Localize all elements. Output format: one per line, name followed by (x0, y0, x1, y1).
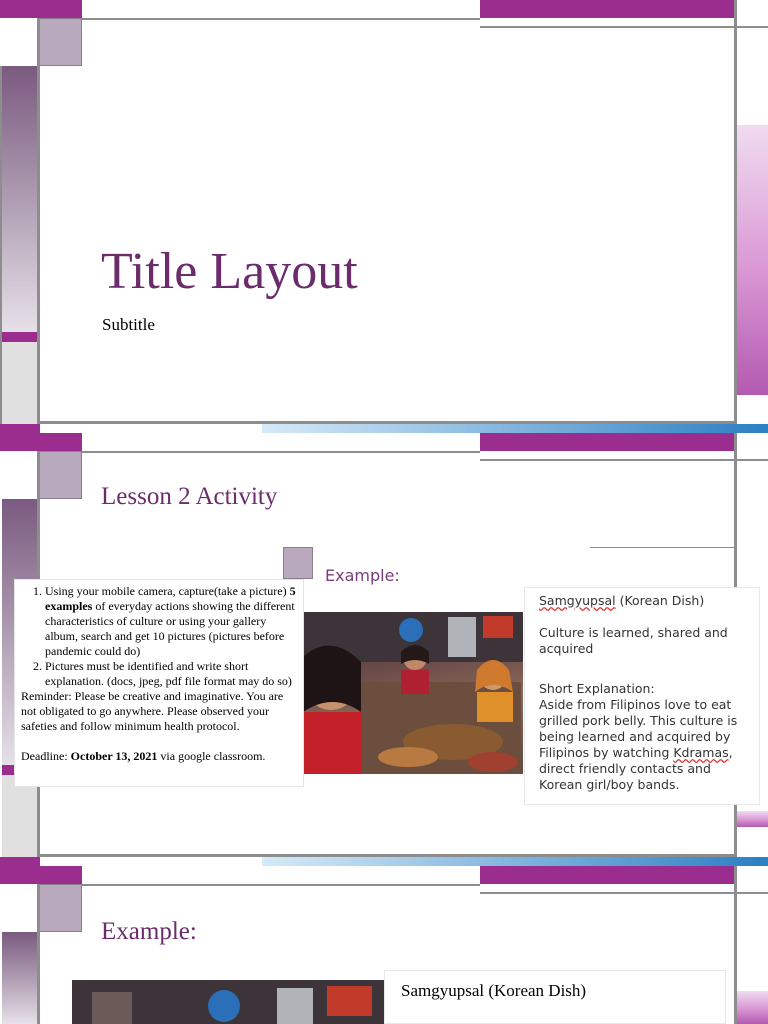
dish-title-line (539, 593, 753, 609)
short-explanation-text (539, 697, 753, 793)
bottom-blue-bar (262, 857, 768, 866)
top-right-purple-bar (480, 866, 734, 884)
left-purple-marker (2, 332, 37, 342)
instructions-list (21, 584, 297, 689)
slide-title: Title Layout (101, 243, 358, 300)
photo-illustration (303, 612, 523, 774)
instruction-1-bold: 5 examples (45, 584, 296, 613)
instruction-item-1 (45, 584, 297, 659)
top-left-purple-bar (0, 0, 82, 18)
left-gray-panel (2, 775, 37, 866)
dish-name: Samgyupsal (539, 593, 616, 608)
left-gradient-panel (2, 932, 37, 1024)
reminder-text: Reminder: Please be creative and imaginative. You are not obligated to go anywhere. Please observed your safeties and follow minimum health protocol. (21, 689, 284, 733)
instruction-item-2 (45, 659, 297, 689)
instruction-1-rest: of everyday actions showing the different characteristics of culture or using your gallery album, search and get 10 pictures (pictures before pandemic could do) (45, 599, 295, 658)
top-right-rule (480, 26, 768, 28)
explanation-post: , direct friendly contacts and Korean girl/boy bands. (539, 745, 733, 792)
top-right-rule (480, 892, 768, 894)
explanation-kdramas: Kdramas (673, 745, 729, 760)
corner-square (38, 451, 82, 499)
top-rule (82, 451, 480, 453)
right-gradient-panel (737, 125, 768, 395)
slide-2 (0, 433, 768, 866)
left-gradient-panel (2, 66, 37, 332)
slide-title: Example: (101, 918, 197, 945)
example-text-box (524, 587, 760, 805)
samgyupsal-photo (72, 980, 384, 1024)
left-vertical-rule (37, 18, 40, 433)
slide-1 (0, 0, 768, 433)
left-gray-panel (2, 342, 37, 433)
top-right-rule (480, 459, 768, 461)
embedded-corner-square (283, 547, 313, 579)
instructions-box (14, 579, 304, 787)
slide-subtitle: Subtitle (102, 315, 155, 334)
deadline-date: October 13, 2021 (70, 749, 158, 763)
left-vertical-rule (37, 884, 40, 1024)
top-left-purple-bar (0, 433, 82, 451)
instruction-2-text: Pictures must be identified and write short explanation. (docs, jpeg, pdf file format may do so) (45, 659, 292, 688)
slide-3 (0, 866, 768, 1024)
top-rule (82, 884, 480, 886)
short-explanation-label: Short Explanation: (539, 681, 655, 696)
instruction-1-text: Using your mobile camera, capture(take a picture) (45, 584, 290, 598)
corner-square (38, 884, 82, 932)
bottom-left-purple-bar (0, 424, 40, 433)
bottom-blue-bar (262, 424, 768, 433)
example-heading: Example: (325, 566, 400, 585)
deadline-post: via google classroom. (157, 749, 266, 763)
top-rule (82, 18, 480, 20)
right-gradient-panel (737, 811, 768, 827)
top-right-purple-bar (480, 433, 734, 451)
photo-illustration (72, 980, 384, 1024)
dish-label: Samgyupsal (Korean Dish) (401, 981, 587, 1000)
right-gradient-panel (737, 991, 768, 1024)
slide-title: Lesson 2 Activity (101, 483, 278, 510)
embedded-top-rule (590, 547, 734, 548)
deadline-line (21, 749, 297, 764)
bottom-left-purple-bar (0, 857, 40, 866)
top-left-purple-bar (0, 866, 82, 884)
deadline-label: Deadline: (21, 749, 71, 763)
culture-line: Culture is learned, shared and acquired (539, 625, 728, 656)
corner-square (38, 18, 82, 66)
explanation-pre: Aside from Filipinos love to eat grilled pork belly. This culture is being learned and acquired by Filipinos by watching (539, 697, 738, 760)
dish-suffix: (Korean Dish) (615, 593, 705, 608)
dish-label-box (384, 970, 726, 1024)
samgyupsal-photo (303, 612, 523, 774)
top-right-purple-bar (480, 0, 734, 18)
